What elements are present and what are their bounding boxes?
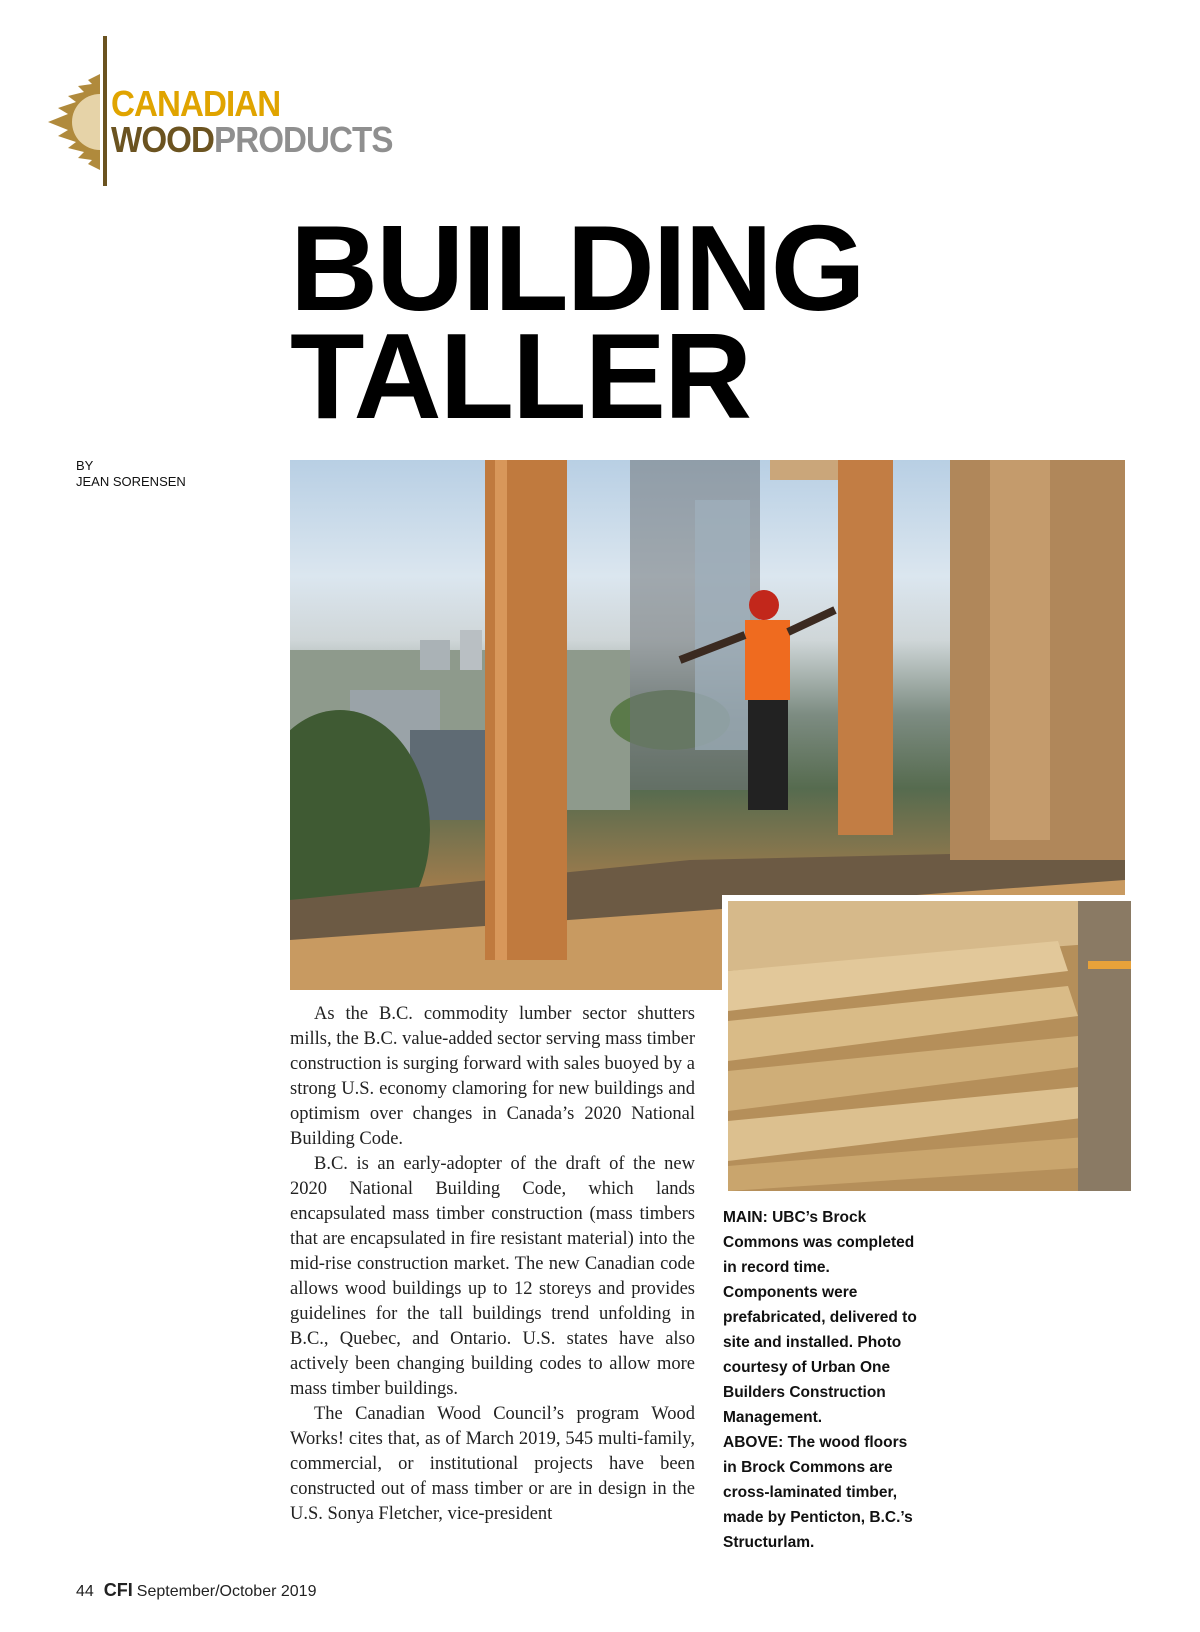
- headline-line-2: TALLER: [290, 308, 751, 444]
- logo-wordmark-bottom: [111, 119, 393, 160]
- logo-products: PRODUCTS: [214, 119, 393, 160]
- clt-panels-illustration: [728, 901, 1131, 1191]
- issue-date: September/October 2019: [136, 1583, 317, 1600]
- photo-caption: [723, 1205, 918, 1555]
- saw-blade-icon: [44, 72, 100, 172]
- body-paragraph: B.C. is an early-adopter of the draft of the new 2020 National Building Code, which lands encapsulated mass timber construction (mass timbers that are encapsulated in fire resistant material) into the mid-rise construction market. The new Canadian code allows wood buildings up to 12 storeys and provides guidelines for the tall buildings trend unfolding in B.C., Quebec, and Ontario. U.S. states have also actively been changing building codes to allow more mass timber buildings.: [290, 1154, 695, 1399]
- body-paragraph: As the B.C. commodity lumber sector shutters mills, the B.C. value-added sector serving mass timber construction is surging forward with sales buoyed by a strong U.S. economy clamoring for new buildings and optimism over changes in Canada’s 2020 National Building Code.: [290, 1004, 695, 1149]
- byline-author: JEAN SORENSEN: [76, 474, 186, 489]
- page-footer: [76, 1580, 316, 1601]
- headline-line-1: BUILDING: [290, 200, 864, 336]
- logo-divider: [103, 36, 107, 186]
- caption-above: ABOVE: The wood floors in Brock Commons are cross-laminated timber, made by Penticton, B.C.’s Structurlam.: [723, 1434, 913, 1551]
- article-body: [290, 1002, 695, 1527]
- inset-photo: [722, 895, 1131, 1191]
- caption-main: MAIN: UBC’s Brock Commons was completed in record time. Components were prefabricated, delivered to site and installed. Photo courtesy of Urban One Builders Construction Management.: [723, 1209, 917, 1426]
- logo-wordmark-top: CANADIAN: [111, 83, 281, 124]
- logo-wood: WOOD: [111, 119, 215, 160]
- byline-by: BY: [76, 458, 94, 473]
- magazine-name: CFI: [103, 1580, 133, 1600]
- byline: [76, 458, 186, 490]
- article-headline: [290, 200, 864, 444]
- body-paragraph: The Canadian Wood Council’s program Wood Works! cites that, as of March 2019, 545 multi-family, commercial, or institutional projects have been constructed out of mass timber or are in design in the U.S. Sonya Fletcher, vice-president: [290, 1404, 695, 1524]
- page-number: 44: [76, 1583, 94, 1600]
